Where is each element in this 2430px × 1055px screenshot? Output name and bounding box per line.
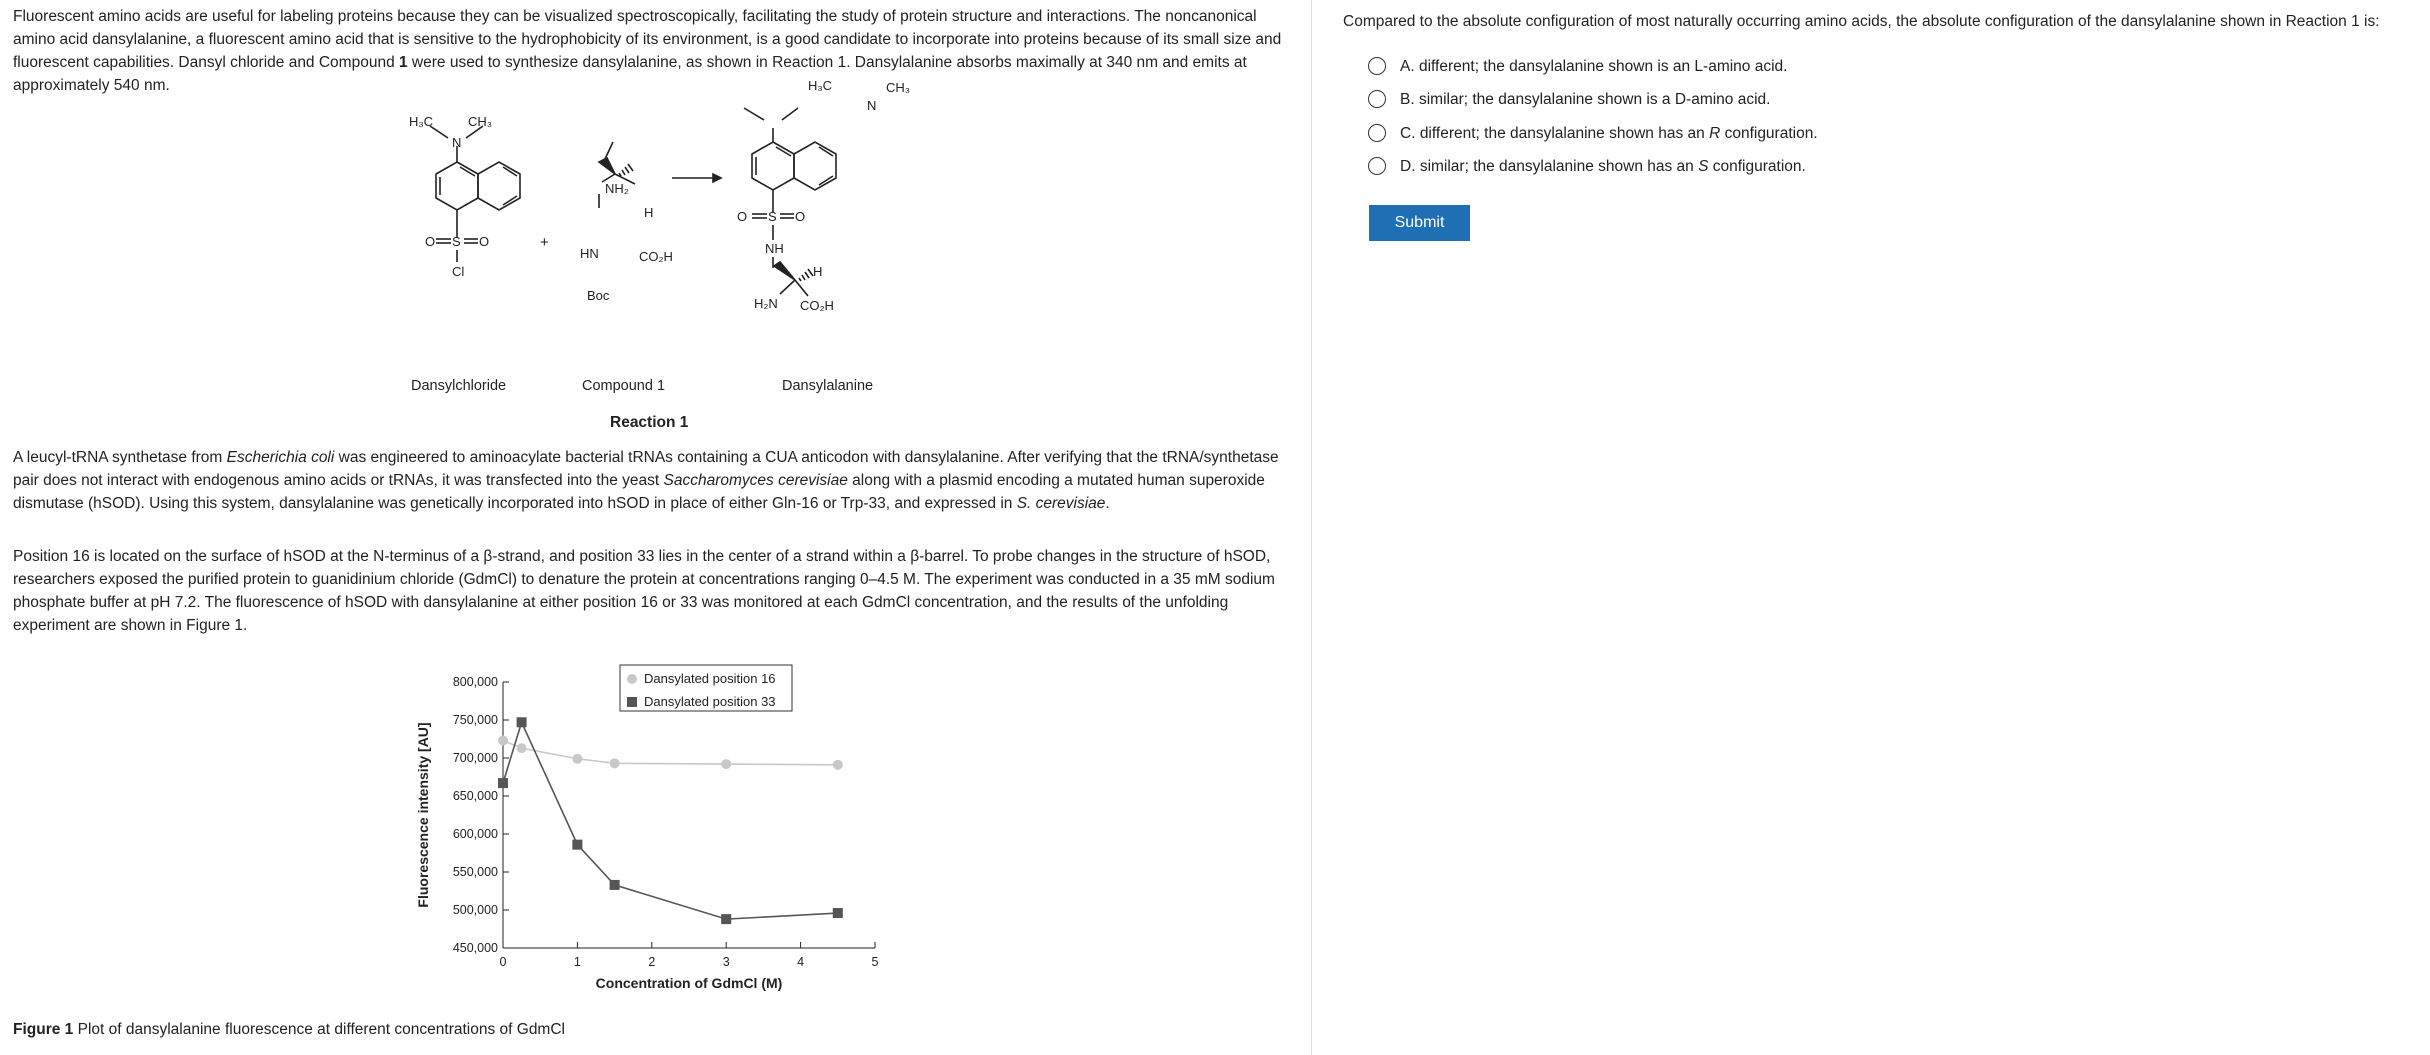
x-tick-label: 2 <box>648 955 656 969</box>
option-b-text <box>1400 88 1770 111</box>
option-d[interactable] <box>1368 154 1806 178</box>
c1-nh2: NH₂ <box>605 181 629 196</box>
option-c[interactable] <box>1368 121 1818 145</box>
data-point <box>517 743 527 753</box>
question-panel <box>1313 0 2430 1055</box>
figure-caption-label: Figure 1 <box>13 1021 74 1038</box>
data-point <box>517 717 527 727</box>
data-point <box>498 778 508 788</box>
figure-caption-text: Plot of dansylalanine fluorescence at different concentrations of GdmCl <box>73 1021 565 1038</box>
p2-text-d: . <box>1105 495 1110 512</box>
legend-label: Dansylated position 33 <box>644 694 776 709</box>
data-point <box>833 760 843 770</box>
data-point <box>833 908 843 918</box>
label-dansyl-chloride: Dansylchloride <box>411 378 507 394</box>
option-b-letter: B. <box>1400 90 1415 108</box>
data-point <box>610 758 620 768</box>
y-tick-label: 550,000 <box>452 865 498 879</box>
x-tick-label: 3 <box>722 955 730 969</box>
da-o-right: O <box>795 209 806 224</box>
data-point <box>721 914 731 924</box>
da-h3c: H₃C <box>808 78 833 93</box>
x-tick-label: 0 <box>499 955 507 969</box>
option-c-body: different; the dansylalanine shown has an <box>1419 124 1710 142</box>
y-tick-label: 450,000 <box>452 941 498 955</box>
submit-button[interactable]: Submit <box>1369 205 1470 241</box>
option-c-ital: R <box>1709 124 1721 142</box>
da-h2n: H₂N <box>754 296 778 311</box>
y-tick-label: 700,000 <box>452 751 498 765</box>
da-s: S <box>768 209 777 224</box>
option-d-body: similar; the dansylalanine shown has an <box>1419 157 1699 175</box>
legend-marker <box>627 697 637 707</box>
da-nh: NH <box>765 241 784 256</box>
y-axis-label: Fluorescence intensity [AU] <box>415 722 431 908</box>
reaction-title: Reaction 1 <box>610 414 689 431</box>
figure-1-chart <box>400 655 920 1015</box>
compound-number: 1 <box>399 54 408 71</box>
da-o-left: O <box>737 209 748 224</box>
dc-o-left: O <box>425 234 436 249</box>
p2-ital-scerevisiae: S. cerevisiae <box>1016 495 1106 512</box>
c1-hn: HN <box>580 246 599 261</box>
p2-text-a: A leucyl-tRNA synthetase from <box>13 449 227 466</box>
y-tick-label: 500,000 <box>452 903 498 917</box>
da-h: H <box>813 264 823 279</box>
dc-s: S <box>452 234 461 249</box>
y-tick-label: 750,000 <box>452 713 498 727</box>
c1-boc: Boc <box>587 288 610 303</box>
legend-label: Dansylated position 16 <box>644 671 776 686</box>
p2-text-b: was engineered to aminoacylate bacterial tRNAs containing a CUA anticodon with dansylalanine. After verifying that the tRNA/synthetase pair does not interact with endogenous amino acids or tRNAs, it was transfected into the yeast <box>13 449 1279 489</box>
data-point <box>498 736 508 746</box>
x-tick-label: 1 <box>573 955 581 969</box>
option-c-post: configuration. <box>1720 124 1818 142</box>
radio-c[interactable] <box>1368 124 1386 142</box>
p2-text-c: along with a plasmid encoding a mutated human superoxide dismutase (hSOD). Using this system, dansylalanine was genetically incorporated into hSOD in place of either Gln-16 or Trp-33, and expressed in <box>13 472 1265 512</box>
series-line-0 <box>503 741 838 765</box>
series-line-1 <box>503 722 838 919</box>
passage-paragraph-3: Position 16 is located on the surface of hSOD at the N-terminus of a β-strand, and position 33 lies in the center of a strand within a β-barrel. To probe changes in the structure of hSOD, researchers exposed the purified protein to guanidinium chloride (GdmCl) to denature the protein at concentrations ranging 0–4.5 M. The experiment was conducted in a 35 mM sodium phosphate buffer at pH 7.2. The fluorescence of hSOD with dansylalanine at either position 16 or 33 was monitored at each GdmCl concentration, and the results of the unfolding experiment are shown in Figure 1. <box>13 548 1275 634</box>
option-b-body: similar; the dansylalanine shown is a D-amino acid. <box>1418 90 1771 108</box>
p1-text-a: Fluorescent amino acids are useful for labeling proteins because they can be visualized spectroscopically, facilitating the study of protein structure and interactions. The noncanonical amino acid dansylalanine, a fluorescent amino acid that is sensitive to the hydrophobicity of its environment, is a good candidate to incorporate into proteins because of its small size and fluorescent capabilities. Dansyl chloride and Compound <box>13 8 1282 71</box>
plus-sign: + <box>540 234 549 251</box>
da-ch3: CH₃ <box>886 80 911 95</box>
passage-paragraph-1 <box>13 5 1293 97</box>
y-tick-label: 800,000 <box>452 675 498 689</box>
da-co2h: CO₂H <box>800 298 834 313</box>
option-d-ital: S <box>1698 157 1709 175</box>
p1-text-b: were used to synthesize dansylalanine, as shown in Reaction 1. Dansylalanine absorbs maximally at 340 nm and emits at approximately 540 nm. <box>13 54 1247 94</box>
passage-paragraph-2 <box>13 446 1293 515</box>
option-a[interactable] <box>1368 54 1787 78</box>
radio-a[interactable] <box>1368 57 1386 75</box>
dc-n: N <box>452 135 462 150</box>
option-a-letter: A. <box>1400 57 1415 75</box>
p2-ital-yeast: Saccharomyces cerevisiae <box>663 472 848 489</box>
dc-cl: Cl <box>452 264 465 279</box>
c1-co2h: CO₂H <box>639 249 673 264</box>
reaction-1-scheme <box>380 78 940 431</box>
x-tick-label: 4 <box>797 955 805 969</box>
x-axis-label: Concentration of GdmCl (M) <box>595 975 783 991</box>
data-point <box>721 759 731 769</box>
radio-d[interactable] <box>1368 157 1386 175</box>
x-tick-label: 5 <box>871 955 879 969</box>
y-tick-label: 650,000 <box>452 789 498 803</box>
option-a-text <box>1400 55 1787 78</box>
option-a-body: different; the dansylalanine shown is an L-amino acid. <box>1418 57 1788 75</box>
da-n: N <box>867 98 877 113</box>
label-dansylalanine: Dansylalanine <box>782 378 874 394</box>
data-point <box>572 754 582 764</box>
dc-h3c: H₃C <box>409 114 434 129</box>
figure-1-caption <box>13 1018 565 1041</box>
question-stem: Compared to the absolute configuration of most naturally occurring amino acids, the absolute configuration of the dansylalanine shown in Reaction 1 is: <box>1343 13 2380 30</box>
option-d-text <box>1400 155 1806 178</box>
data-point <box>572 840 582 850</box>
radio-b[interactable] <box>1368 90 1386 108</box>
option-d-letter: D. <box>1400 157 1416 175</box>
c1-h: H <box>644 205 654 220</box>
dc-ch3: CH₃ <box>468 114 493 129</box>
label-compound-1: Compound 1 <box>582 378 666 394</box>
p2-ital-ecoli: Escherichia coli <box>226 449 335 466</box>
option-c-text <box>1400 122 1818 145</box>
option-d-post: configuration. <box>1708 157 1806 175</box>
dc-o-right: O <box>479 234 490 249</box>
option-c-letter: C. <box>1400 124 1416 142</box>
option-b[interactable] <box>1368 87 1770 111</box>
data-point <box>610 880 620 890</box>
y-tick-label: 600,000 <box>452 827 498 841</box>
legend-marker <box>627 674 637 684</box>
